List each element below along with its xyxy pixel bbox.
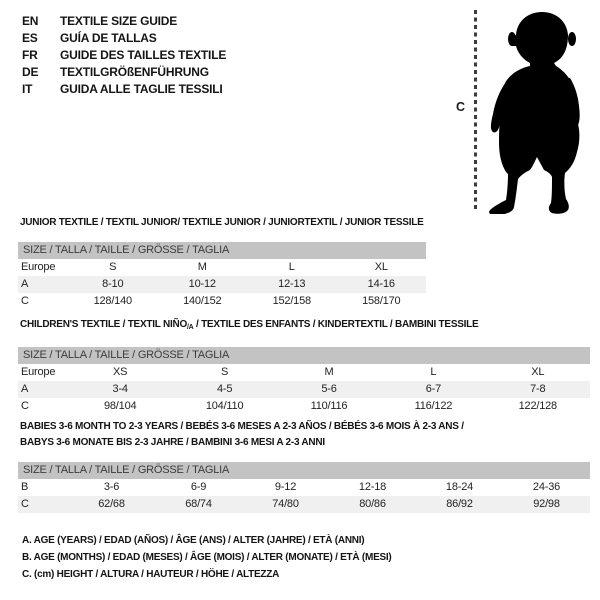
table-row (18, 364, 590, 381)
lang-title: GUIDA ALLE TAGLIE TESSILI (60, 82, 223, 96)
size-cell: S (109, 261, 117, 273)
age-cell: 10-12 (188, 278, 216, 290)
table-row (18, 381, 590, 398)
children-table-rows (18, 364, 590, 415)
height-cell: 152/158 (272, 295, 311, 307)
age-cell: 4-5 (216, 383, 233, 395)
size-cell: M (197, 261, 207, 273)
footnote-c: C. (cm) HEIGHT / ALTURA / HAUTEUR / HÖHE / ALTEZZA (22, 569, 280, 580)
children-title-prefix: CHILDREN'S TEXTILE / TEXTIL NIÑO (20, 319, 187, 330)
table-row (18, 496, 590, 513)
size-header-bar: SIZE / TALLA / TAILLE / GRÖSSE / TAGLIA (18, 462, 590, 479)
lang-row-fr (22, 47, 226, 64)
table-row (18, 259, 426, 276)
height-cell: 98/104 (103, 400, 137, 412)
babies-size-table (18, 462, 590, 513)
age-cell: 8-10 (102, 278, 124, 290)
lang-row-de (22, 64, 226, 81)
height-cell: 128/140 (93, 295, 132, 307)
lang-row-en (22, 13, 226, 30)
language-title-list (22, 13, 226, 98)
size-cell: M (324, 366, 334, 378)
row-label: C (21, 400, 29, 412)
size-cell: S (221, 366, 229, 378)
table-row (18, 293, 426, 310)
row-label: Europe (21, 366, 56, 378)
lang-title: TEXTILE SIZE GUIDE (60, 14, 178, 28)
height-cell: 62/68 (98, 498, 125, 510)
table-row (18, 276, 426, 293)
babies-table-title-line2: BABYS 3-6 MONATE BIS 2-3 JAHRE / BAMBINI 3-6 MESI A 2-3 ANNI (20, 437, 325, 448)
size-cell: XS (113, 366, 128, 378)
table-row (18, 398, 590, 415)
size-cell: L (288, 261, 295, 273)
height-cell: 140/152 (183, 295, 222, 307)
lang-code: ES (22, 31, 38, 45)
size-cell: L (430, 366, 437, 378)
row-label: Europe (21, 261, 56, 273)
age-cell: 12-18 (358, 481, 387, 493)
height-cell: 86/92 (446, 498, 473, 510)
size-cell: XL (531, 366, 545, 378)
age-cell: 24-36 (532, 481, 561, 493)
age-cell: 18-24 (445, 481, 474, 493)
footnote-b: B. AGE (MONTHS) / EDAD (MESES) / ÂGE (MOIS) / ALTER (MONATE) / ETÀ (MESI) (22, 552, 392, 563)
row-label: A (21, 278, 29, 290)
children-size-table (18, 347, 590, 415)
height-cell: 92/98 (533, 498, 560, 510)
age-cell: 6-7 (425, 383, 442, 395)
lang-title: TEXTILGRÖßENFÜHRUNG (60, 65, 209, 79)
height-cell: 158/170 (362, 295, 401, 307)
lang-row-it (22, 81, 226, 98)
row-label: B (21, 481, 29, 493)
height-dashed-line (474, 10, 477, 211)
footnote-a: A. AGE (YEARS) / EDAD (AÑOS) / ÂGE (ANS) / ALTER (JAHRE) / ETÀ (ANNI) (22, 535, 365, 546)
row-label: C (21, 498, 29, 510)
junior-table-title: JUNIOR TEXTILE / TEXTIL JUNIOR/ TEXTILE JUNIOR / JUNIORTEXTIL / JUNIOR TESSILE (20, 217, 424, 228)
children-title-suffix: / TEXTILE DES ENFANTS / KINDERTEXTIL / BAMBINI TESSILE (193, 319, 479, 330)
age-cell: 12-13 (278, 278, 306, 290)
row-label: C (21, 295, 29, 307)
toddler-silhouette-icon (483, 4, 595, 214)
babies-table-rows (18, 479, 590, 513)
size-header-bar: SIZE / TALLA / TAILLE / GRÖSSE / TAGLIA (18, 242, 426, 259)
age-cell: 3-4 (112, 383, 128, 395)
height-cell: 116/122 (414, 400, 453, 412)
size-cell: XL (374, 261, 388, 273)
lang-code: DE (22, 65, 39, 79)
height-cell: 110/116 (310, 400, 348, 412)
height-cell: 68/74 (185, 498, 212, 510)
lang-code: FR (22, 48, 38, 62)
table-row (18, 479, 590, 496)
lang-title: GUIDE DES TAILLES TEXTILE (60, 48, 227, 62)
babies-table-title-line1: BABIES 3-6 MONTH TO 2-3 YEARS / BEBÉS 3-6 MESES A 2-3 AÑOS / BÉBÉS 3-6 MOIS À 2-3 ANS / (20, 421, 464, 432)
age-cell: 7-8 (530, 383, 546, 395)
age-cell: 9-12 (274, 481, 297, 493)
junior-table-rows (18, 259, 426, 310)
height-measure-figure (440, 0, 600, 220)
height-label: C (456, 100, 466, 114)
lang-code: IT (22, 82, 33, 96)
children-title-sub: /A (186, 324, 194, 331)
row-label: A (21, 383, 29, 395)
children-table-title (20, 319, 478, 331)
lang-row-es (22, 30, 226, 47)
age-cell: 6-9 (190, 481, 207, 493)
lang-code: EN (22, 14, 39, 28)
junior-size-table (18, 242, 426, 310)
height-cell: 104/110 (205, 400, 244, 412)
age-cell: 3-6 (103, 481, 120, 493)
height-cell: 74/80 (272, 498, 299, 510)
height-cell: 122/128 (518, 400, 557, 412)
height-cell: 80/86 (359, 498, 386, 510)
age-cell: 5-6 (321, 383, 337, 395)
size-header-bar: SIZE / TALLA / TAILLE / GRÖSSE / TAGLIA (18, 347, 590, 364)
age-cell: 14-16 (367, 278, 395, 290)
lang-title: GUÍA DE TALLAS (60, 31, 157, 45)
